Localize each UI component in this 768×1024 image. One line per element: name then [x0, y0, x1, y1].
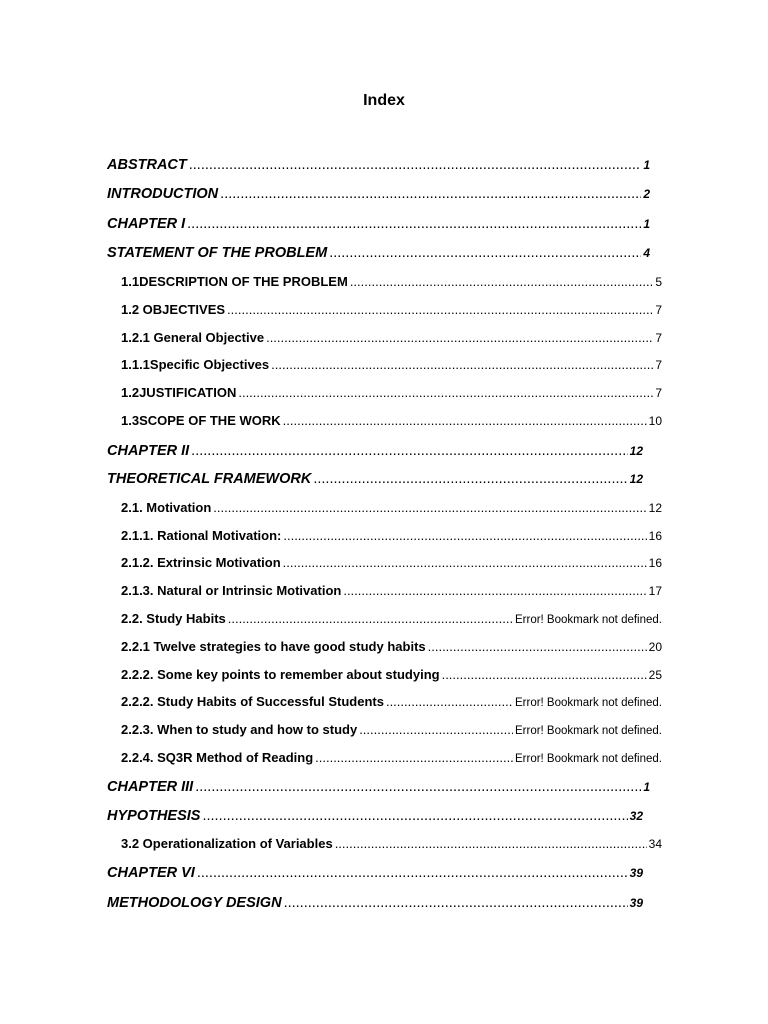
- toc-entry[interactable]: [121, 528, 662, 543]
- toc-entry-page: Error! Bookmark not defined.: [514, 614, 662, 626]
- toc-entry-page: 17: [648, 584, 662, 598]
- toc-leader-dots: [213, 500, 646, 515]
- toc-leader-dots: [329, 245, 641, 261]
- toc-leader-dots: [284, 895, 628, 911]
- toc-entry-number: 1.1.1: [121, 357, 150, 372]
- toc-entry-title: METHODOLOGY DESIGN: [107, 895, 282, 911]
- toc-entry-page: 39: [629, 896, 643, 910]
- toc-entry-page: 7: [655, 303, 662, 317]
- toc-entry-title: STATEMENT OF THE PROBLEM: [107, 245, 328, 261]
- toc-entry-title: 2.2.4. SQ3R Method of Reading: [121, 750, 314, 765]
- toc-leader-dots: [343, 583, 646, 598]
- toc-leader-dots: [359, 722, 513, 737]
- toc-entry[interactable]: [121, 500, 662, 515]
- toc-entry-page: 7: [655, 386, 662, 400]
- toc-entry[interactable]: [107, 157, 650, 173]
- toc-entry-page: Error! Bookmark not defined.: [514, 725, 662, 737]
- toc-entry-title: Specific Objectives: [149, 357, 270, 372]
- toc-leader-dots: [227, 302, 653, 317]
- toc-leader-dots: [283, 555, 647, 570]
- toc-entry[interactable]: [121, 274, 662, 289]
- toc-leader-dots: [191, 443, 627, 459]
- toc-entry-title: THEORETICAL FRAMEWORK: [107, 471, 312, 487]
- toc-entry-page: 12: [629, 472, 643, 486]
- toc-entry[interactable]: [107, 865, 643, 881]
- toc-entry-title: 2.2.2. Some key points to remember about studying: [121, 667, 440, 682]
- toc-entry-title: SCOPE OF THE WORK: [139, 413, 281, 428]
- toc-entry[interactable]: [121, 611, 662, 626]
- toc-entry[interactable]: [107, 895, 643, 911]
- toc-entry[interactable]: [121, 302, 662, 317]
- toc-entry[interactable]: [121, 385, 662, 400]
- toc-leader-dots: [386, 694, 513, 709]
- toc-entry-title: 2.1. Motivation: [121, 500, 212, 515]
- toc-entry-page: 2: [643, 187, 650, 201]
- toc-entry-page: 5: [655, 275, 662, 289]
- toc-entry-title: HYPOTHESIS: [107, 808, 201, 824]
- toc-leader-dots: [266, 330, 653, 345]
- toc-entry[interactable]: [121, 722, 662, 737]
- toc-entry-page: 1: [643, 217, 650, 231]
- toc-entry[interactable]: [121, 836, 662, 851]
- toc-entry-title: 2.2.2. Study Habits of Successful Students: [121, 694, 384, 709]
- toc-entry-title: 2.1.3. Natural or Intrinsic Motivation: [121, 583, 342, 598]
- toc-entry-page: Error! Bookmark not defined.: [514, 753, 662, 765]
- toc-entry-page: 16: [648, 556, 662, 570]
- toc-entry[interactable]: [107, 216, 650, 232]
- toc-entry-page: Error! Bookmark not defined.: [514, 697, 662, 709]
- toc-leader-dots: [335, 836, 647, 851]
- toc-leader-dots: [238, 385, 653, 400]
- toc-leader-dots: [283, 528, 646, 543]
- toc-entry-page: 12: [648, 501, 662, 515]
- toc-entry-page: 39: [629, 866, 643, 880]
- toc-entry-title: 3.2 Operationalization of Variables: [121, 836, 333, 851]
- toc-leader-dots: [271, 357, 653, 372]
- toc-entry-title: 1.2 OBJECTIVES: [121, 302, 226, 317]
- toc-entry-title: 2.1.1. Rational Motivation:: [121, 528, 282, 543]
- toc-entry[interactable]: [121, 583, 662, 598]
- toc-leader-dots: [202, 808, 627, 824]
- toc-entry[interactable]: [121, 750, 662, 765]
- toc-entry-page: 32: [629, 809, 643, 823]
- toc-entry-title: 2.2.1 Twelve strategies to have good study habits: [121, 639, 426, 654]
- toc-entry[interactable]: [107, 443, 643, 459]
- toc-entry-title: 2.2.3. When to study and how to study: [121, 722, 358, 737]
- toc-entry-page: 20: [648, 640, 662, 654]
- toc-entry-page: 16: [648, 529, 662, 543]
- toc-leader-dots: [442, 667, 647, 682]
- toc-leader-dots: [283, 413, 647, 428]
- toc-entry-page: 10: [648, 414, 662, 428]
- toc-entry-number: 1.2: [121, 385, 140, 400]
- toc-entry-number: 1.3: [121, 413, 140, 428]
- toc-leader-dots: [187, 216, 641, 232]
- toc-entry-title: ABSTRACT: [107, 157, 187, 173]
- toc-entry[interactable]: [121, 330, 662, 345]
- toc-entry-title: CHAPTER III: [107, 779, 194, 795]
- toc-entry[interactable]: [121, 555, 662, 570]
- toc-leader-dots: [313, 471, 627, 487]
- toc-entry-page: 1: [643, 780, 650, 794]
- toc-leader-dots: [315, 750, 513, 765]
- toc-entry-title: 1.2.1 General Objective: [121, 330, 265, 345]
- toc-entry-page: 1: [643, 158, 650, 172]
- toc-leader-dots: [220, 186, 641, 202]
- toc-entry-page: 4: [643, 246, 650, 260]
- toc-entry[interactable]: [121, 357, 662, 372]
- toc-entry-title: CHAPTER VI: [107, 865, 195, 881]
- toc-entry[interactable]: [121, 413, 662, 428]
- toc-entry-page: 12: [629, 444, 643, 458]
- toc-entry-title: 2.1.2. Extrinsic Motivation: [121, 555, 281, 570]
- toc-entry[interactable]: [107, 471, 643, 487]
- toc-entry-title: DESCRIPTION OF THE PROBLEM: [139, 274, 348, 289]
- toc-leader-dots: [195, 779, 641, 795]
- toc-entry[interactable]: [121, 694, 662, 709]
- toc-entry[interactable]: [121, 639, 662, 654]
- toc-entry-title: CHAPTER II: [107, 443, 190, 459]
- toc-entry[interactable]: [107, 779, 650, 795]
- toc-entry-number: 1.1: [121, 274, 140, 289]
- toc-entry[interactable]: [121, 667, 662, 682]
- toc-leader-dots: [189, 157, 642, 173]
- toc-leader-dots: [197, 865, 628, 881]
- page-title: Index: [363, 92, 405, 109]
- toc-entry-page: 34: [648, 837, 662, 851]
- toc-entry-page: 25: [648, 668, 662, 682]
- toc-entry-page: 7: [655, 331, 662, 345]
- toc-entry[interactable]: [107, 186, 650, 202]
- toc-leader-dots: [428, 639, 647, 654]
- toc-entry-title: CHAPTER I: [107, 216, 186, 232]
- toc-leader-dots: [350, 274, 654, 289]
- toc-entry-title: 2.2. Study Habits: [121, 611, 226, 626]
- toc-entry[interactable]: [107, 808, 643, 824]
- toc-entry-page: 7: [655, 358, 662, 372]
- toc-leader-dots: [228, 611, 513, 626]
- toc-entry-title: INTRODUCTION: [107, 186, 219, 202]
- toc-entry-title: JUSTIFICATION: [139, 385, 237, 400]
- toc-entry[interactable]: [107, 245, 650, 261]
